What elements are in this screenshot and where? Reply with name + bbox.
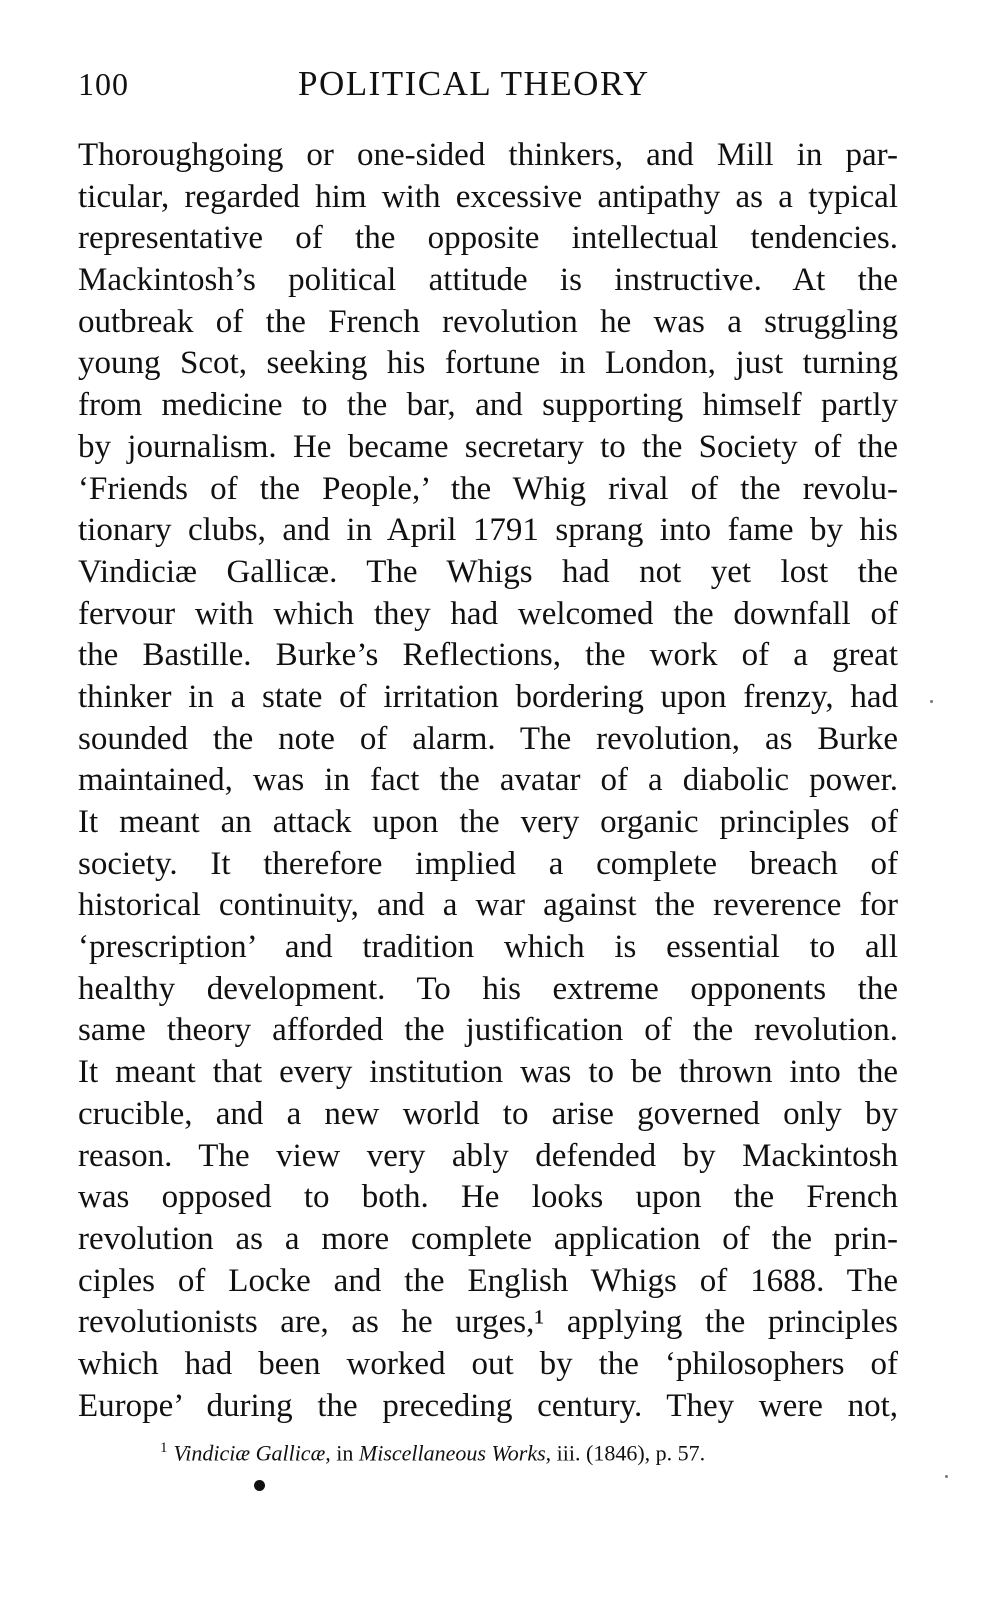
footnote-reference: , iii. (1846), p. 57. xyxy=(545,1440,706,1466)
text-line: historical continuity, and a war against the reverence for xyxy=(78,887,898,924)
footnote xyxy=(160,1440,860,1466)
footnote-connector: , in xyxy=(325,1440,359,1466)
page-header xyxy=(78,60,908,110)
text-line: It meant an attack upon the very organic principles of xyxy=(78,804,898,840)
text-line: ‘prescription’ and tradition which is essential to all xyxy=(78,929,898,966)
text-line: was opposed to both. He looks upon the French xyxy=(78,1179,898,1216)
text-line: sounded the note of alarm. The revolution, as Burke xyxy=(78,720,898,757)
footnote-title: Vindiciæ Gallicæ xyxy=(173,1440,326,1466)
text-line: ‘Friends of the People,’ the Whig rival of the revolu- xyxy=(78,470,898,507)
footnote-work: Miscellaneous Works xyxy=(358,1440,546,1466)
text-line: same theory afforded the justification of the revolution. xyxy=(78,1012,898,1049)
text-line: tionary clubs, and in April 1791 sprang into fame by his xyxy=(78,512,898,549)
text-line: crucible, and a new world to arise governed only by xyxy=(78,1095,898,1132)
text-line: by journalism. He became secretary to the Society of the xyxy=(78,428,898,465)
text-line: Mackintosh’s political attitude is instructive. At the xyxy=(78,262,898,299)
text-line: maintained, was in fact the avatar of a diabolic power. xyxy=(78,762,898,799)
ink-dot xyxy=(254,1480,265,1491)
text-line: revolution as a more complete application of the prin- xyxy=(78,1220,898,1257)
text-line: healthy development. To his extreme opponents the xyxy=(78,970,898,1007)
running-head: POLITICAL THEORY xyxy=(298,64,650,103)
text-line: thinker in a state of irritation bordering upon frenzy, had xyxy=(78,678,898,715)
scan-speck xyxy=(945,1475,948,1478)
text-line: from medicine to the bar, and supporting himself partly xyxy=(78,387,898,424)
text-line: representative of the opposite intellectual tendencies. xyxy=(78,220,898,257)
text-line: ticular, regarded him with excessive antipathy as a typical xyxy=(78,178,898,215)
text-line: the Bastille. Burke’s Reflections, the work of a great xyxy=(78,637,898,674)
text-line: fervour with which they had welcomed the downfall of xyxy=(78,595,898,632)
page-number: 100 xyxy=(78,66,129,102)
text-line: young Scot, seeking his fortune in London, just turning xyxy=(78,345,898,382)
text-line: Vindiciæ Gallicæ. The Whigs had not yet lost the xyxy=(78,553,898,590)
text-line: society. It therefore implied a complete breach of xyxy=(78,845,898,882)
text-line: Europe’ during the preceding century. They were not, xyxy=(78,1387,898,1424)
text-line: Thoroughgoing or one-sided thinkers, and Mill in par- xyxy=(78,137,898,173)
text-line: ciples of Locke and the English Whigs of 1688. The xyxy=(78,1262,898,1299)
text-line: outbreak of the French revolution he was a struggling xyxy=(78,303,898,340)
body-text xyxy=(78,135,898,1427)
scan-speck xyxy=(930,700,933,703)
text-line: reason. The view very ably defended by Mackintosh xyxy=(78,1137,898,1174)
text-line: revolutionists are, as he urges,¹ applying the principles xyxy=(78,1304,898,1341)
text-line: which had been worked out by the ‘philosophers of xyxy=(78,1345,898,1382)
text-line: It meant that every institution was to be thrown into the xyxy=(78,1054,898,1091)
footnote-marker: 1 xyxy=(160,1440,168,1456)
